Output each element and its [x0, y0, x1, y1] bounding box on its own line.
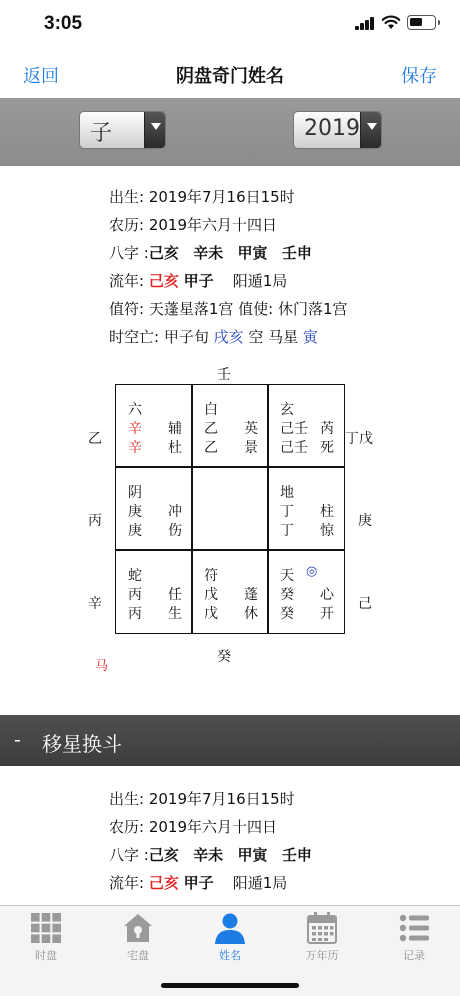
cell-door: 生: [168, 606, 182, 622]
cell-door: 休: [244, 606, 258, 622]
palace-cell-top-left: [116, 385, 192, 468]
cell-star: 心: [320, 587, 334, 603]
liunian-xun: 甲子: [183, 272, 214, 290]
kongwang-line: [109, 323, 348, 351]
liunian-ju: 阳遁1局: [232, 874, 288, 892]
lunar-date: 农历: 2019年六月十四日: [109, 216, 277, 234]
liunian-label: 流年:: [109, 874, 149, 892]
back-button[interactable]: 返回: [23, 66, 59, 87]
bazi-line: [109, 841, 312, 869]
cell-stem-1: 乙: [204, 421, 218, 437]
cell-god: 蛇: [128, 568, 142, 584]
collapse-icon: -: [14, 729, 21, 751]
cell-star: 柱: [320, 504, 334, 520]
chart-right-label-3: 己: [358, 596, 372, 612]
kongwang-value: 戌亥: [213, 328, 244, 346]
bazi-label: 八字 :: [109, 244, 149, 262]
cell-stem-1: 丁: [280, 504, 294, 520]
zhifu-line: 值符: 天蓬星落1宫 值使: 休门落1宫: [109, 300, 348, 318]
hour-select-value: 子: [90, 121, 113, 146]
cell-door: 惊: [320, 523, 334, 539]
cell-stem-2: 戊: [204, 606, 218, 622]
chart-left-label-2: 丙: [88, 513, 102, 529]
lunar-date: 农历: 2019年六月十四日: [109, 818, 277, 836]
cell-god: 地: [280, 485, 294, 501]
cell-stem-1: 丙: [128, 587, 142, 603]
cell-god: 白: [204, 402, 218, 418]
kongwang-mid: 空 马星: [243, 328, 303, 346]
palace-cell-bottom-left: [116, 551, 192, 634]
cell-star: 辅: [168, 421, 182, 437]
cell-god: 阴: [128, 485, 142, 501]
bazi-day: 甲寅: [237, 846, 268, 864]
grid-icon: [29, 911, 63, 945]
liunian-label: 流年:: [109, 272, 149, 290]
liunian-ju: 阳遁1局: [232, 272, 288, 290]
chart-left-label-3: 辛: [88, 596, 102, 612]
liunian-xun: 甲子: [183, 874, 214, 892]
cell-stem-2: 癸: [280, 606, 294, 622]
person-icon: [213, 911, 247, 945]
kongwang-label: 时空亡: 甲子旬: [109, 328, 214, 346]
birth-date: 出生: 2019年7月16日15时: [109, 790, 295, 808]
cell-stem-1: 庚: [128, 504, 142, 520]
cell-door: 杜: [168, 440, 182, 456]
cell-stem-2: 辛: [128, 440, 142, 456]
bazi-line: [109, 239, 348, 267]
tab-label: 宅盘: [127, 949, 149, 962]
target-circle-icon: ◎: [306, 564, 318, 579]
bazi-year: 己亥: [148, 846, 179, 864]
page-title: 阴盘奇门姓名: [176, 66, 284, 87]
palace-cell-middle-left: [116, 468, 192, 551]
liunian-line: [109, 267, 348, 295]
palace-cell-bottom-right: [268, 551, 344, 634]
chevron-down-icon: [144, 112, 165, 148]
cell-stem-2: 乙: [204, 440, 218, 456]
chevron-down-icon: [360, 112, 381, 148]
cell-god: 符: [204, 568, 218, 584]
mastar-value: 寅: [302, 328, 318, 346]
cell-stem-2: 己壬: [280, 440, 308, 456]
cell-stem-2: 丁: [280, 523, 294, 539]
cell-stem-1: 癸: [280, 587, 294, 603]
cell-star: 蓬: [244, 587, 258, 603]
cell-door: 伤: [168, 523, 182, 539]
selector-bar: [0, 98, 460, 166]
section-header-yixing[interactable]: [0, 715, 460, 766]
palace-cell-middle-right: [268, 468, 344, 551]
battery-icon: [407, 15, 436, 30]
chart-right-label-2: 庚: [358, 513, 372, 529]
hour-select[interactable]: [79, 111, 166, 149]
qimen-chart: [115, 384, 345, 634]
tab-xingming[interactable]: [184, 909, 276, 969]
bazi-hour: 壬申: [281, 244, 312, 262]
birth-info-2: [109, 785, 312, 897]
house-icon: [121, 911, 155, 945]
chart-bottom-label: 癸: [217, 649, 231, 665]
bazi-year: 己亥: [148, 244, 179, 262]
horse-label: 马: [95, 659, 109, 674]
tab-label: 时盘: [35, 949, 57, 962]
nav-bar: [0, 50, 460, 98]
year-select-value: 2019: [304, 116, 360, 141]
cell-star: 任: [168, 587, 182, 603]
tab-label: 记录: [403, 949, 425, 962]
year-select[interactable]: [293, 111, 382, 149]
status-bar: [0, 0, 460, 50]
cell-star: 冲: [168, 504, 182, 520]
liunian-year: 己亥: [148, 272, 179, 290]
cell-god: 六: [128, 402, 142, 418]
cell-stem-1: 戊: [204, 587, 218, 603]
save-button[interactable]: 保存: [401, 66, 437, 87]
home-indicator: [161, 983, 299, 988]
chart-left-label-1: 乙: [88, 431, 102, 447]
palace-cell-top-right: [268, 385, 344, 468]
birth-info: [109, 183, 348, 351]
cell-stem-2: 庚: [128, 523, 142, 539]
cell-star: 英: [244, 421, 258, 437]
status-time: 3:05: [44, 13, 83, 34]
cell-star: 芮: [320, 421, 334, 437]
tab-label: 万年历: [305, 949, 339, 962]
tab-label: 姓名: [219, 949, 241, 962]
signal-icon: [355, 16, 375, 30]
cell-door: 开: [320, 606, 334, 622]
tab-wannianli[interactable]: [276, 909, 368, 969]
tab-shipan[interactable]: [0, 909, 92, 969]
cell-door: 死: [320, 440, 334, 456]
bazi-label: 八字 :: [109, 846, 149, 864]
cell-god: 天: [280, 568, 294, 584]
wifi-icon: [381, 14, 401, 30]
cell-stem-1: 辛: [128, 421, 142, 437]
calendar-icon: [305, 911, 339, 945]
cell-door: 景: [244, 440, 258, 456]
bazi-hour: 壬申: [281, 846, 312, 864]
palace-cell-top-middle: [192, 385, 268, 468]
liunian-line: [109, 869, 312, 897]
birth-date: 出生: 2019年7月16日15时: [109, 188, 295, 206]
cell-stem-1: 己壬: [280, 421, 308, 437]
chart-right-label-1: 丁戊: [345, 431, 373, 447]
bazi-month: 辛未: [193, 846, 224, 864]
bazi-day: 甲寅: [237, 244, 268, 262]
liunian-year: 己亥: [148, 874, 179, 892]
tab-jilu[interactable]: [368, 909, 460, 969]
chart-top-label: 壬: [217, 367, 231, 383]
list-icon: [397, 911, 431, 945]
bazi-month: 辛未: [193, 244, 224, 262]
section-title: 移星换斗: [42, 732, 122, 756]
cell-god: 玄: [280, 402, 294, 418]
cell-stem-2: 丙: [128, 606, 142, 622]
palace-cell-bottom-middle: [192, 551, 268, 634]
tab-zhaipan[interactable]: [92, 909, 184, 969]
